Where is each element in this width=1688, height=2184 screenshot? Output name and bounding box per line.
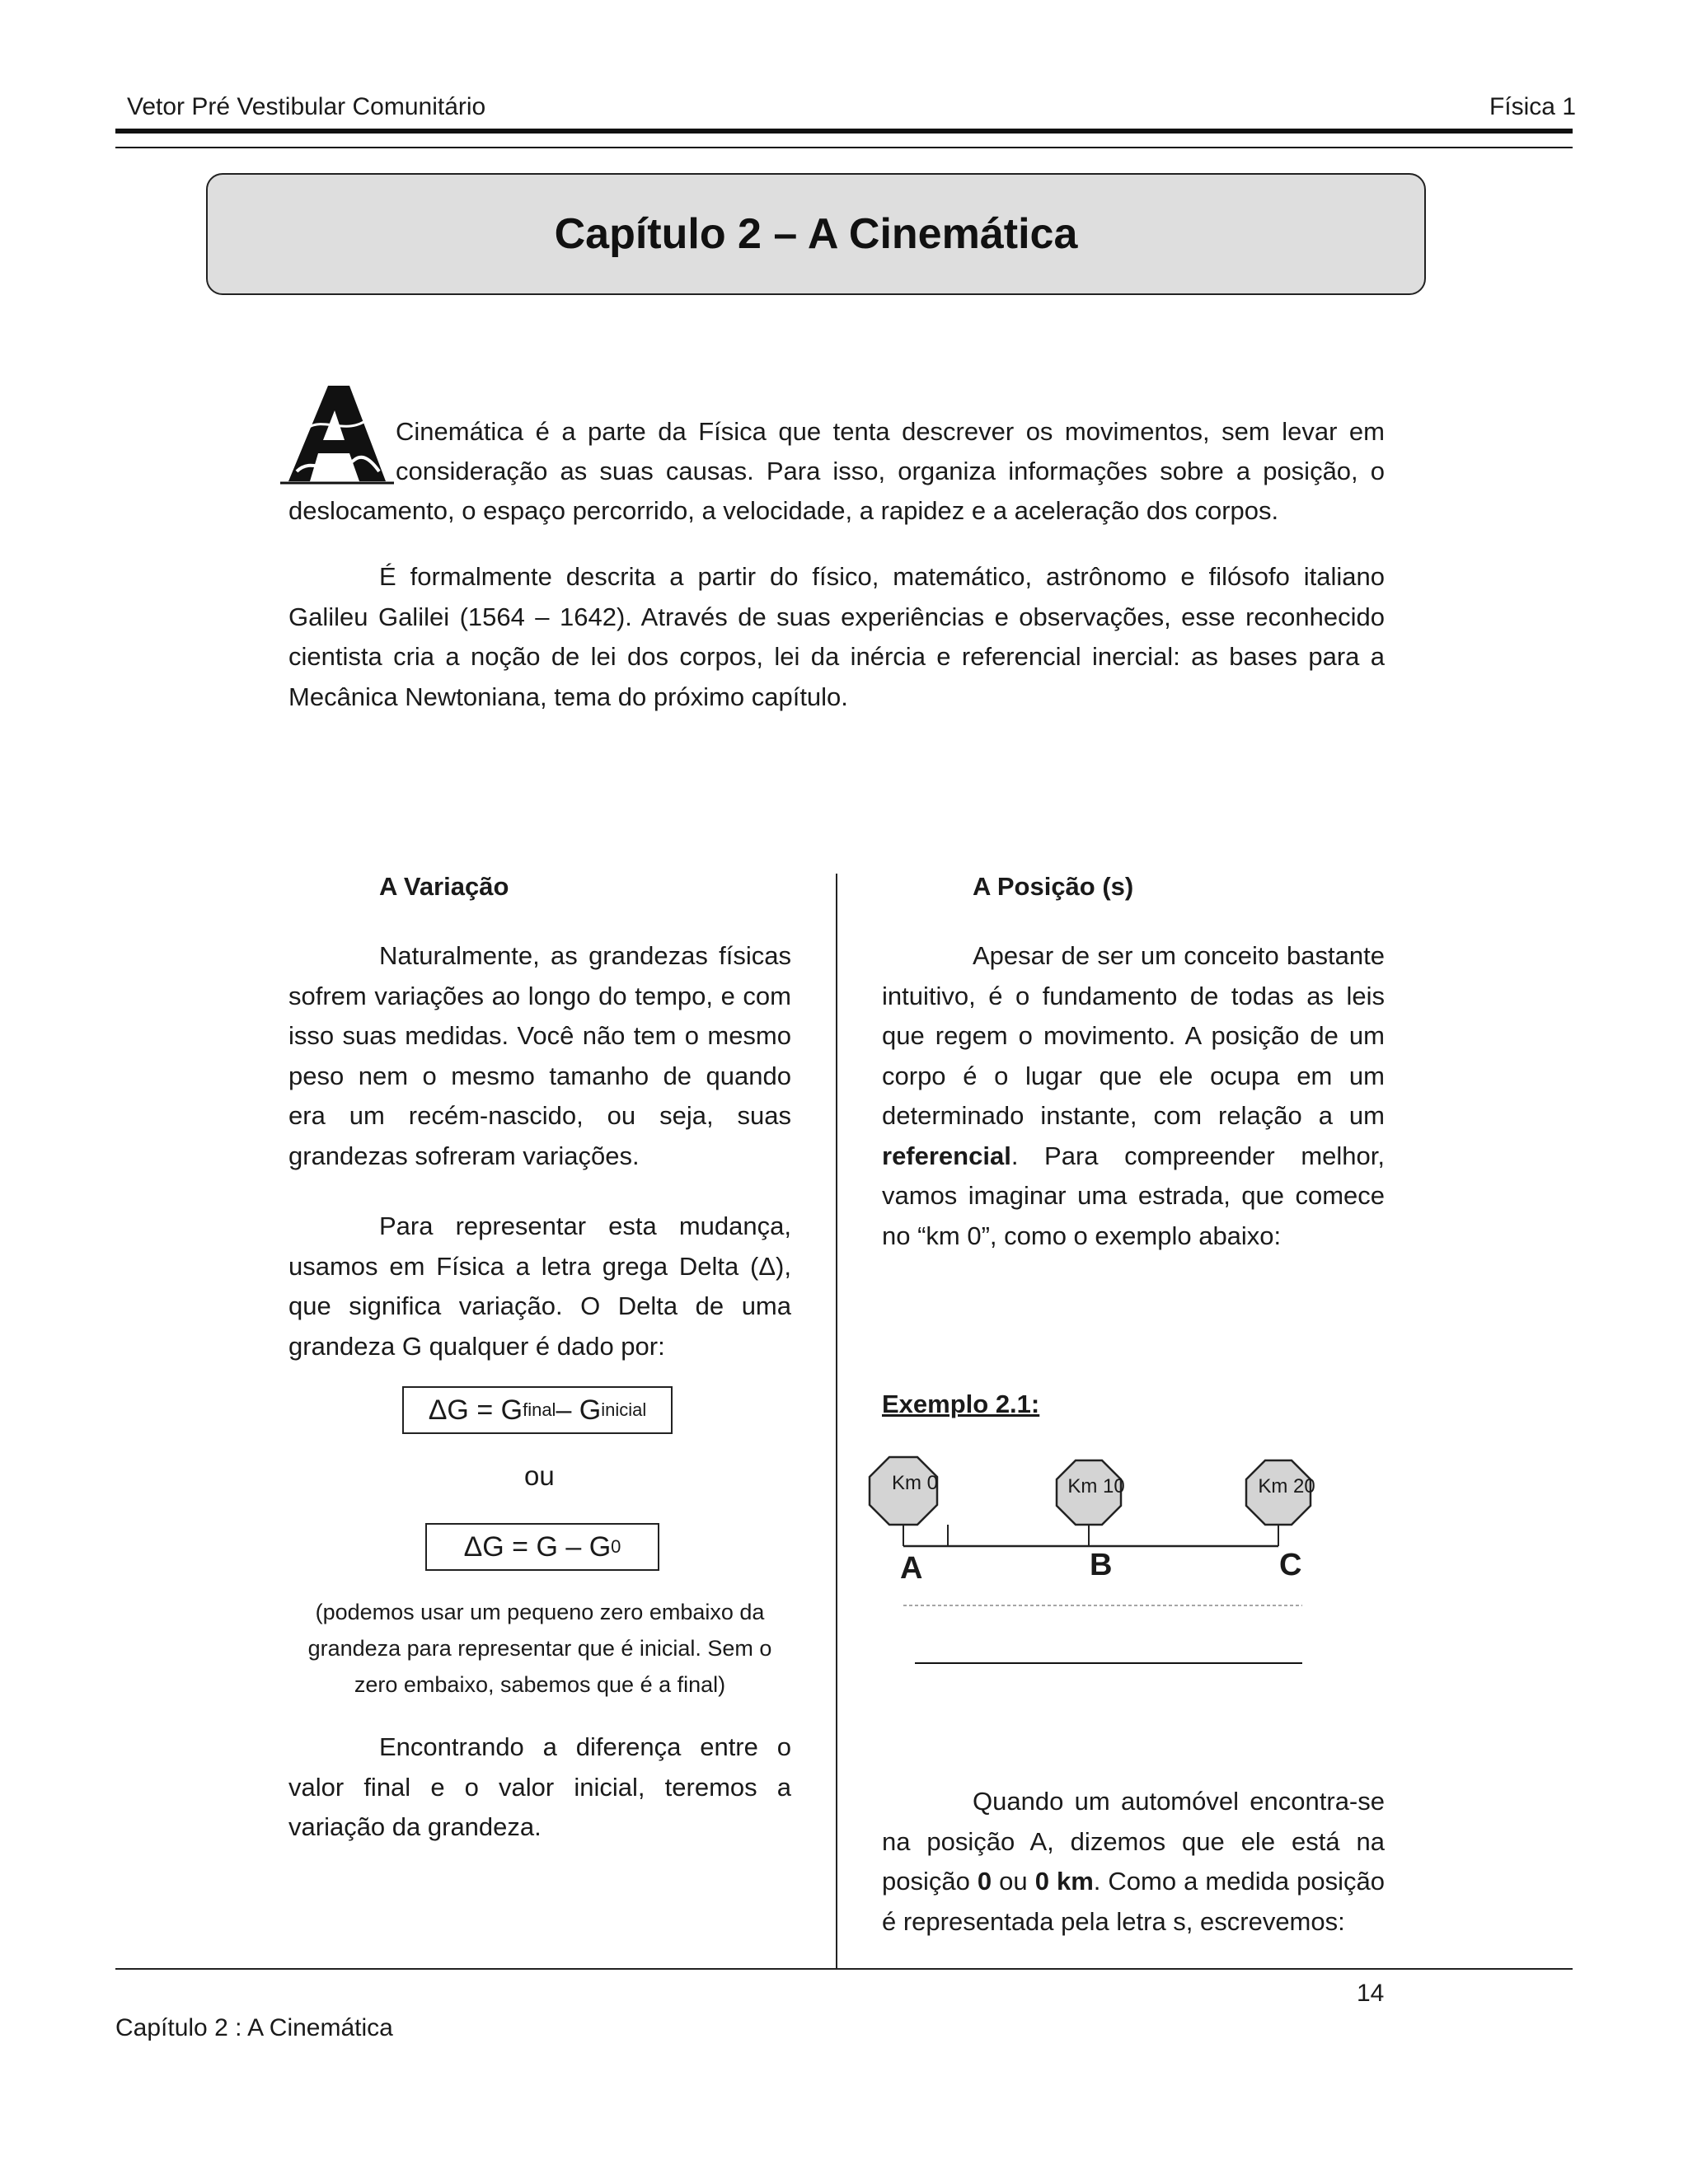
point-a: A: [900, 1551, 923, 1586]
example-label: Exemplo 2.1:: [882, 1390, 1040, 1418]
right-paragraph-1: Apesar de ser um conceito bastante intuitivo, é o fundamento de todas as leis que regem o movimento. A posição de um corpo é o lugar que ele ocupa em um determinado instante, com relação a um referencial. Para compreender melhor, vamos imaginar uma estrada, que comece no “km 0”, como o exemplo abaixo:: [882, 941, 1385, 1250]
header-rule-thick: [115, 129, 1573, 134]
header-subject: Física 1: [1489, 93, 1576, 120]
footer-chapter: Capítulo 2 : A Cinemática: [115, 2014, 393, 2041]
header-title: Vetor Pré Vestibular Comunitário: [127, 93, 486, 120]
intro-line-2: consideração as suas causas. Para isso, organiza informações sobre a posição, o: [396, 457, 1385, 485]
intro-paragraph-2: É formalmente descrita a partir do físico, matemático, astrônomo e filósofo italiano Galileu Galilei (1564 – 1642). Através de suas experiências e observações, esse reconhecido cientista cria a noção de lei dos corpos, lei da inércia e referencial inercial: as bases para a Mecânica Newtoniana, tema do próximo capítulo.: [288, 562, 1385, 711]
right-paragraph-2: Quando um automóvel encontra-se na posição A, dizemos que ele está na posição 0 ou 0 km. Como a medida posição é representada pela letra s, escrevemos:: [882, 1787, 1385, 1936]
sign-label-km10: Km 10: [1067, 1475, 1125, 1497]
chapter-title: Capítulo 2 – A Cinemática: [554, 210, 1078, 258]
left-heading: A Variação: [379, 872, 509, 901]
or-label: ou: [524, 1460, 555, 1491]
sign-label-km20: Km 20: [1258, 1475, 1315, 1497]
formula-delta-final-initial: ΔG = G final – G inicial: [402, 1386, 673, 1434]
column-divider: [836, 874, 837, 1970]
chapter-title-box: [206, 173, 1426, 295]
drop-cap-icon: [280, 381, 394, 485]
left-paragraph-3: Encontrando a diferença entre o valor final e o valor inicial, teremos a variação da grandeza.: [288, 1732, 791, 1841]
intro-line-1: Cinemática é a parte da Física que tenta descrever os movimentos, sem levar em: [396, 417, 1385, 446]
page-number: 14: [1357, 1980, 1385, 2007]
header-rule-thin: [115, 147, 1573, 148]
right-heading: A Posição (s): [973, 872, 1134, 901]
formula-note: (podemos usar um pequeno zero embaixo da grandeza para representar que é inicial. Sem o zero embaixo, sabemos que é a final): [307, 1600, 772, 1697]
formula-delta-zero: ΔG = G – G 0: [425, 1523, 659, 1571]
left-paragraph-2: Para representar esta mudança, usamos em Física a letra grega Delta (Δ), que significa variação. O Delta de uma grandeza G qualquer é dado por:: [288, 1212, 791, 1361]
sign-label-km0: Km 0: [891, 1472, 938, 1494]
footer-rule: [115, 1968, 1573, 1970]
point-b: B: [1090, 1548, 1113, 1582]
point-c: C: [1279, 1548, 1302, 1582]
intro-line-3: deslocamento, o espaço percorrido, a velocidade, a rapidez e a aceleração dos corpos.: [288, 496, 1279, 525]
left-paragraph-1: Naturalmente, as grandezas físicas sofrem variações ao longo do tempo, e com isso suas medidas. Você não tem o mesmo peso nem o mesmo tamanho de quando era um recém-nascido, ou seja, suas grandezas sofreram variações.: [288, 941, 791, 1170]
